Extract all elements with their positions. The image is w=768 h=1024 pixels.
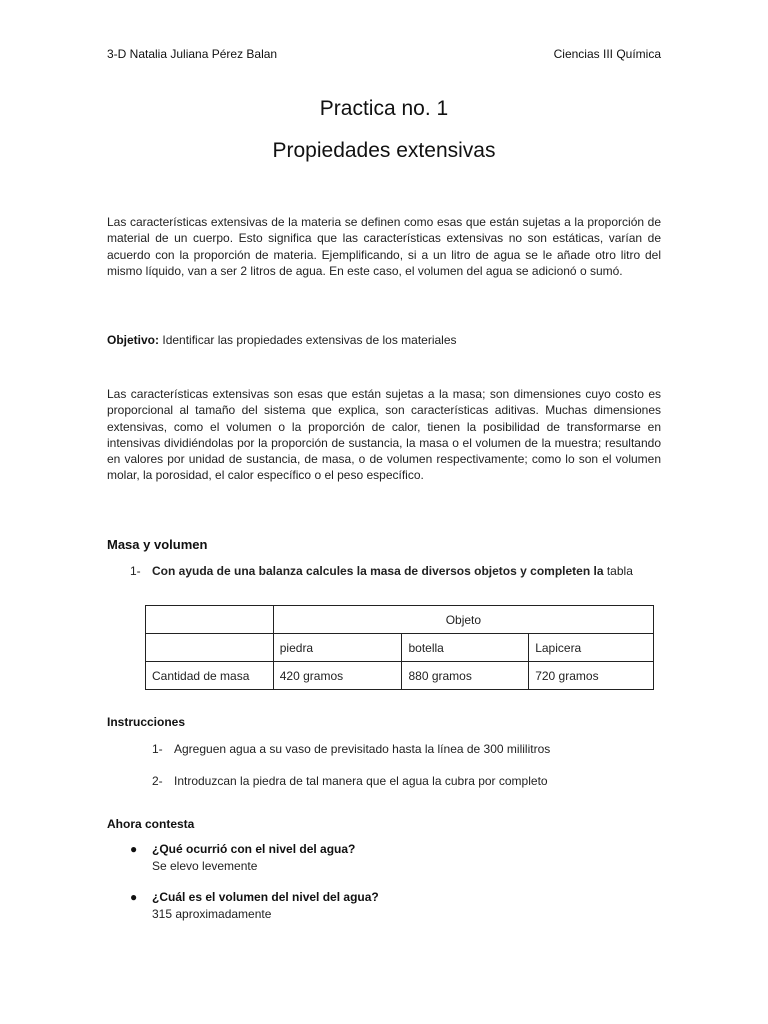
step-number: 1- [130, 564, 141, 578]
table-cell: 720 gramos [529, 662, 654, 690]
table-row-label: Cantidad de masa [146, 662, 274, 690]
objective-text: Identificar las propiedades extensivas de los materiales [162, 333, 457, 347]
mass-table [145, 605, 654, 690]
bullet-icon: ● [130, 842, 138, 856]
table-cell: 880 gramos [402, 662, 529, 690]
table-header-row [146, 606, 654, 634]
instruction-text: Introduzcan la piedra de tal manera que el agua la cubra por completo [174, 774, 548, 788]
table-row [146, 634, 654, 662]
questions-heading: Ahora contesta [107, 817, 195, 831]
bullet-icon: ● [130, 890, 138, 904]
answer-text: Se elevo levemente [152, 859, 258, 873]
step-bold-text: Con ayuda de una balanza calcules la masa de diversos objetos y completen la [152, 564, 604, 578]
instruction-number: 2- [152, 774, 163, 788]
header-author: 3-D Natalia Juliana Pérez Balan [107, 47, 278, 61]
table-cell: botella [402, 634, 529, 662]
table-row [146, 662, 654, 690]
instruction-number: 1- [152, 742, 163, 756]
step-rest-text: tabla [606, 564, 633, 578]
objective-label: Objetivo: [107, 333, 160, 347]
page-title: Practica no. 1 [319, 97, 449, 120]
table-cell: 420 gramos [273, 662, 402, 690]
answer-text: 315 aproximadamente [152, 907, 272, 921]
intro-paragraph: Las características extensivas de la materia se definen como esas que están sujetas a la proporción de material de un cuerpo. Esto significa que las características extensivas no son estáticas, varían de acuerdo con la proporción de materia. Ejemplificando, si a un litro de agua se le añade otro litro del mismo líquido, van a ser 2 litros de agua. En este caso, el volumen del agua se adicionó o sumó. [107, 215, 661, 278]
question-text: ¿Cuál es el volumen del nivel del agua? [152, 890, 379, 904]
question-text: ¿Qué ocurrió con el nivel del agua? [152, 842, 356, 856]
instruction-text: Agreguen agua a su vaso de previsitado hasta la línea de 300 mililitros [174, 742, 551, 756]
instructions-heading: Instrucciones [107, 715, 186, 729]
table-cell: Lapicera [529, 634, 654, 662]
objective [107, 333, 457, 347]
section-heading: Masa y volumen [107, 537, 208, 552]
body-paragraph: Las características extensivas son esas que están sujetas a la masa; son dimensiones cuyo costo es proporcional al tamaño del sistema que explica, son características aditivas. Muchas dimensiones extensivas, como el volumen o la proporción de calor, tienen la posibilidad de transformarse en intensivas dividiéndolas por la proporción de sustancia, la masa o el volumen de la muestra; resultando en valores por unidad de sustancia, de masa, o de volumen respectivamente; como lo son el volumen molar, la porosidad, el calor específico o el peso específico. [107, 387, 661, 483]
table-header-objeto: Objeto [273, 606, 653, 634]
page-subtitle: Propiedades extensivas [272, 139, 496, 162]
table-empty-cell [146, 606, 274, 634]
table-cell: piedra [273, 634, 402, 662]
header-course: Ciencias III Química [553, 47, 661, 61]
table-empty-cell [146, 634, 274, 662]
